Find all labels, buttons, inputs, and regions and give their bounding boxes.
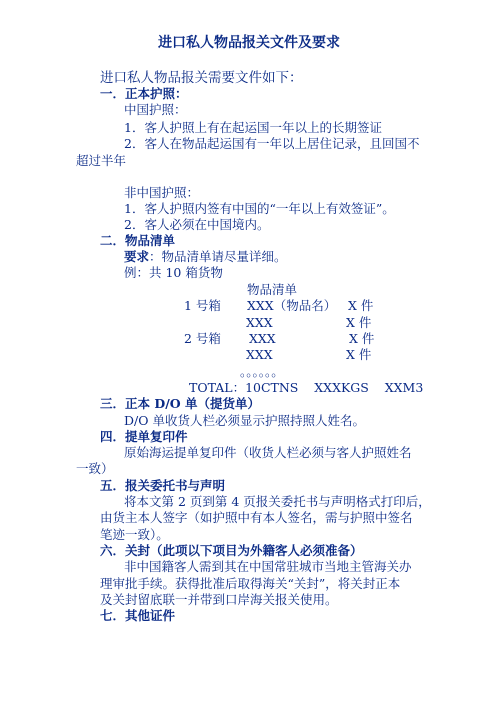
row-1-item: XXX（物品名） (247, 298, 337, 313)
section-6-text-1: 非中国籍客人需到其在中国常驻城市当地主管海关办 (124, 559, 412, 574)
section-6-heading: 六．关封（此项以下项目为外籍客人必须准备） (100, 543, 363, 558)
cn-passport-item-2-cont: 超过半年 (76, 153, 127, 168)
intro-line: 进口私人物品报关需要文件如下： (100, 70, 303, 86)
section-5-text-3: 笔迹一致）。 (100, 527, 169, 542)
total-line: TOTAL：10CTNS XXXKGS XXM3 (189, 380, 424, 395)
example-line: 例：共 10 箱货物 (124, 265, 223, 280)
section-4-text-1: 原始海运提单复印件（收货人栏必须与客人护照姓名 (124, 445, 412, 460)
row-2-item: XXX (246, 315, 273, 330)
requirement-label: 要求 (124, 249, 150, 264)
section-5-heading: 五．报关委托书与声明 (100, 478, 226, 493)
section-3-heading: 三．正本 D/O 单（提货单） (100, 396, 260, 411)
section-7-heading: 七．其他证件 (100, 608, 176, 623)
requirement-text: ：物品清单请尽量详细。 (149, 249, 287, 264)
row-4-qty: X 件 (346, 347, 372, 362)
section-6-text-2: 理审批手续。获得批准后取得海关“关封”，将关封正本 (100, 576, 401, 591)
row-2-qty: X 件 (346, 315, 372, 330)
section-3-text: D/O 单收货人栏必须显示护照持照人姓名。 (124, 413, 365, 428)
row-1-box: 1 号箱 (184, 298, 221, 313)
cn-passport-item-1: 1．客人护照上有在起运国一年以上的长期签证 (124, 120, 382, 135)
section-4-text-2: 一致） (76, 461, 114, 476)
ellipsis-dots: 。。。。。。 (240, 364, 284, 379)
requirement-line (124, 249, 287, 265)
item-list-title: 物品清单 (247, 282, 298, 297)
cn-passport-item-2: 2．客人在物品起运国有一年以上居住记录，且回国不 (124, 136, 420, 151)
row-4-item: XXX (246, 347, 273, 362)
document-title: 进口私人物品报关文件及要求 (158, 35, 340, 51)
section-5-text-1: 将本文第 2 页到第 4 页报关委托书与声明格式打印后， (124, 494, 431, 509)
row-3-qty: X 件 (349, 331, 375, 346)
section-5-text-2: 由货主本人签字（如护照中有本人签名，需与护照中签名 (100, 510, 413, 525)
section-1-heading: 一．正本护照： (100, 86, 188, 101)
non-cn-passport-item-1: 1．客人护照内签有中国的“一年以上有效签证”。 (124, 201, 395, 216)
section-4-heading: 四．提单复印件 (100, 429, 188, 444)
section-6-text-3: 及关封留底联一并带到口岸海关报关使用。 (100, 592, 338, 607)
non-cn-passport-item-2: 2．客人必须在中国境内。 (124, 217, 270, 232)
row-1-qty: X 件 (348, 298, 374, 313)
non-cn-passport-label: 非中国护照： (124, 185, 200, 200)
row-3-box: 2 号箱 (184, 331, 221, 346)
cn-passport-label: 中国护照： (124, 102, 187, 117)
row-3-item: XXX (249, 331, 276, 346)
section-2-heading: 二．物品清单 (100, 233, 176, 248)
